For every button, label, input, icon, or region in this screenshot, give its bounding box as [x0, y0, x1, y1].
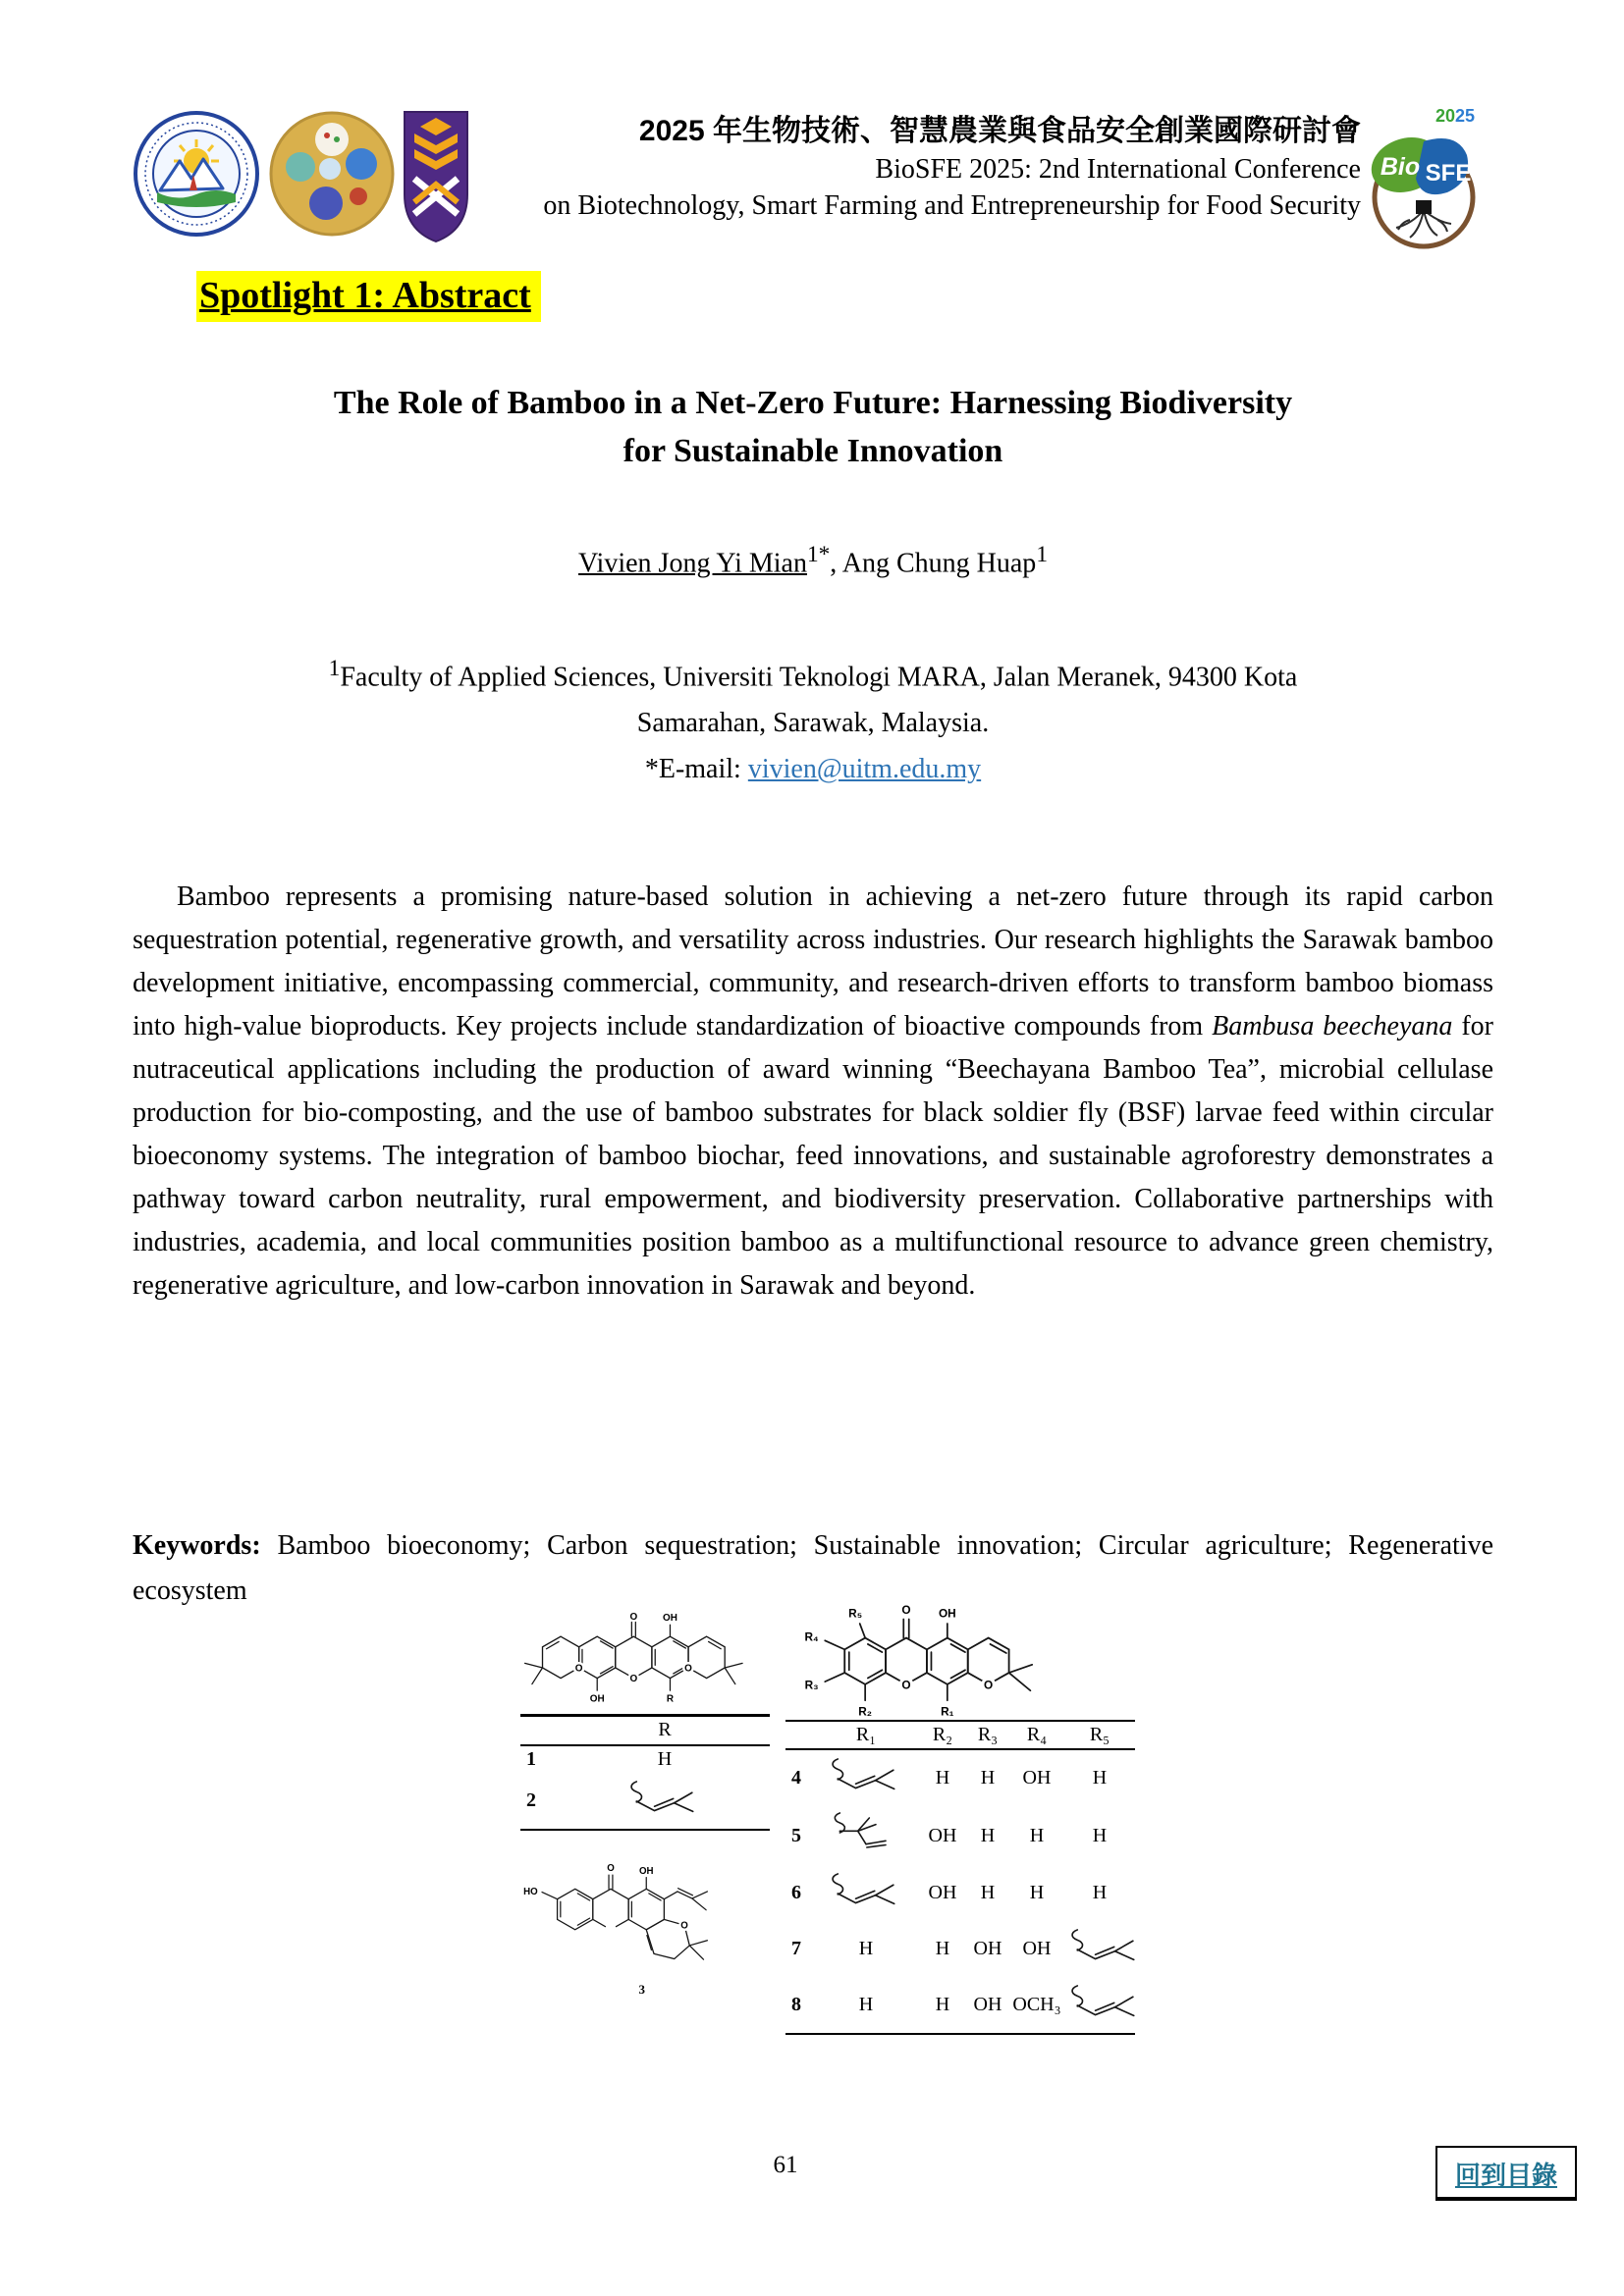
- conference-header-text: [543, 112, 1361, 224]
- substituent-structure-cell: [1064, 1977, 1135, 2034]
- affiliation-sup: 1: [328, 656, 341, 681]
- prenyl-group-icon: [1064, 1923, 1147, 1969]
- r-column-header: R₂: [932, 1724, 953, 1745]
- ncyu-seal-logo: [133, 110, 260, 238]
- author-1-affiliation-mark: 1*: [806, 542, 831, 567]
- substituent-text-cell: H: [980, 1882, 996, 1903]
- biosfe-year-text: 2025: [1435, 106, 1476, 126]
- biosfe-sfe-text: SFE: [1425, 160, 1472, 187]
- substituent-text-cell: H: [1092, 1882, 1108, 1903]
- pyran-o-left-label: O: [574, 1663, 583, 1675]
- structure-4-8-core-drawing: [778, 1594, 1055, 1728]
- biosfe-bio-text: Bio: [1380, 153, 1421, 181]
- pyran-o-label: O: [680, 1920, 688, 1932]
- substituent-text-cell: OH: [928, 1882, 957, 1903]
- email-line: [133, 746, 1493, 792]
- prenyl-group-icon: [623, 1775, 706, 1821]
- affiliation-block: [133, 646, 1493, 792]
- substituent-text-cell: OH: [973, 1994, 1002, 2015]
- compound-number-cell: 1: [526, 1747, 536, 1770]
- conference-title-en-line1: BioSFE 2025: 2nd International Conference: [875, 154, 1361, 185]
- substituent-text-cell: H: [980, 1767, 996, 1789]
- paper-title-line2: for Sustainable Innovation: [623, 433, 1003, 469]
- roots-graphic: [1396, 210, 1451, 238]
- r-column-header: R₅: [1089, 1724, 1110, 1745]
- substituent-structure-cell: [560, 1773, 770, 1830]
- compound-row: [785, 1865, 1135, 1921]
- substituent-text-cell: H: [1029, 1882, 1045, 1903]
- substituent-text-cell: H: [1092, 1767, 1108, 1789]
- affiliation-line2: Samarahan, Sarawak, Malaysia.: [636, 708, 990, 739]
- uitm-shield-logo: [401, 108, 471, 245]
- substituent-structure-cell: [1064, 1921, 1135, 1977]
- author-line: [133, 542, 1493, 579]
- pyran-o-right-label: O: [684, 1663, 692, 1675]
- r1-label: R₁: [941, 1704, 954, 1719]
- compound-row: [785, 1977, 1135, 2034]
- author-2: Ang Chung Huap: [841, 548, 1037, 579]
- substituent-text-cell: H: [935, 1767, 950, 1789]
- carbonyl-o-label: O: [629, 1611, 638, 1623]
- prenyl-group-icon: [1064, 1979, 1147, 2025]
- substituent-structure-cell: [813, 1806, 919, 1865]
- r-column-header: R₄: [1026, 1724, 1048, 1745]
- biosfe-logo: [1367, 94, 1487, 257]
- keywords-label: Keywords:: [133, 1530, 261, 1561]
- substituent-text-cell: OCH₃: [1012, 1994, 1061, 2015]
- substituent-text-cell: H: [980, 1824, 996, 1846]
- substituent-text-cell: H: [858, 1938, 874, 1959]
- substituent-text-cell: OH: [1022, 1938, 1052, 1959]
- substituent-text-cell: OH: [1022, 1767, 1052, 1789]
- compound-3-number: 3: [638, 1982, 645, 1998]
- substituent-text-cell: H: [1029, 1824, 1045, 1846]
- substituent-text-cell: H: [657, 1747, 673, 1770]
- prenyl-group-icon: [825, 1867, 907, 1913]
- author-1: Vivien Jong Yi Mian: [578, 548, 807, 579]
- dimethylallyl-group-icon: [827, 1808, 905, 1857]
- substituent-text-cell: H: [935, 1994, 950, 2015]
- hydroxyl-top-label: OH: [663, 1613, 677, 1625]
- email-link[interactable]: vivien@uitm.edu.my: [747, 754, 982, 785]
- structure-1-2-core-drawing: [513, 1602, 760, 1716]
- compound-row: [520, 1773, 770, 1830]
- keywords-text: Bamboo bioeconomy; Carbon sequestration; Sustainable innovation; Circular agriculture; Regenerative ecosystem: [133, 1530, 1493, 1606]
- paper-title: [133, 379, 1493, 475]
- table1-header-r: R: [658, 1719, 672, 1741]
- substituent-text-cell: H: [858, 1994, 874, 2015]
- species-name-italic: Bambusa beecheyana: [1212, 1011, 1453, 1041]
- substituent-text-cell: H: [935, 1938, 950, 1959]
- xanthene-o-label: O: [901, 1678, 911, 1692]
- author-separator: ,: [830, 548, 842, 579]
- hydroxyl-top-label: OH: [638, 1865, 654, 1877]
- conference-title-en-line2: on Biotechnology, Smart Farming and Entrepreneurship for Food Security: [543, 190, 1361, 221]
- substituent-text-cell: H: [1092, 1824, 1108, 1846]
- compound-row: [785, 1806, 1135, 1865]
- r-column-header: R₃: [977, 1724, 999, 1745]
- hydroxyl-top-label: OH: [938, 1606, 956, 1621]
- substituent-text-cell: OH: [928, 1824, 957, 1846]
- ho-label: HO: [523, 1887, 538, 1898]
- r-substituent-table-compounds-4-8: [785, 1720, 1135, 2035]
- compound-row: [520, 1745, 770, 1773]
- structure-3-drawing: [499, 1855, 766, 2002]
- compound-number-cell: 4: [791, 1767, 801, 1789]
- compound-number-cell: 8: [791, 1994, 801, 2015]
- back-to-toc-button[interactable]: 回到目錄: [1435, 2146, 1577, 2201]
- substituent-structure-cell: [813, 1749, 919, 1806]
- carbonyl-o-label: O: [607, 1863, 615, 1875]
- conference-title-zh: 2025 年生物技術、智慧農業與食品安全創業國際研討會: [638, 115, 1361, 147]
- hydroxyl-bottom-label: OH: [589, 1693, 605, 1705]
- anniversary-emblem-logo: [267, 110, 397, 238]
- r-substituent-label: R: [666, 1693, 675, 1705]
- compound-row: [785, 1921, 1135, 1977]
- affiliation-line1: $^1$Faculty of Applied Sciences, Universiti Teknologi MARA, Jalan Meranek, 94300 Kota: [328, 656, 1298, 693]
- compound-number-cell: 5: [791, 1824, 801, 1846]
- author-2-affiliation-mark: 1: [1036, 542, 1048, 567]
- r5-label: R₅: [848, 1606, 863, 1621]
- compound-row: [785, 1749, 1135, 1806]
- substituent-text-cell: OH: [973, 1938, 1002, 1959]
- compound-number-cell: 6: [791, 1882, 801, 1903]
- paper-title-line1: The Role of Bamboo in a Net-Zero Future: Harnessing Biodiversity: [333, 385, 1293, 421]
- compound-figure: [334, 1600, 1149, 2071]
- page-number: 61: [773, 2152, 798, 2178]
- substituent-structure-cell: [813, 1865, 919, 1921]
- r2-label: R₂: [858, 1704, 873, 1719]
- r-column-header: R₁: [855, 1724, 877, 1745]
- email-label: *E-mail:: [644, 754, 748, 785]
- abstract-paragraph: [133, 876, 1493, 1308]
- compound-number-cell: 2: [526, 1789, 536, 1811]
- abstract-text-1: Bamboo represents a promising nature-based solution in achieving a net-zero future through its rapid carbon sequestration potential, regenerative growth, and versatility across industries. Our research highlights the Sarawak bamboo development initiative, encompassing commercial, community, and research-driven efforts to transform bamboo biomass into high-value bioproducts. Key projects include standardization of bioactive compounds from: [133, 881, 1493, 1041]
- compound-number-cell: 7: [791, 1938, 801, 1959]
- xanthene-o-label: O: [629, 1673, 638, 1684]
- pyran-o-label: O: [984, 1678, 994, 1692]
- section-heading: Spotlight 1: Abstract: [196, 271, 541, 322]
- r3-label: R₃: [804, 1678, 819, 1692]
- prenyl-group-icon: [825, 1752, 907, 1798]
- r4-label: R₄: [804, 1629, 819, 1644]
- carbonyl-o-label: O: [901, 1603, 911, 1618]
- r-substituent-table-compounds-1-2: [520, 1714, 770, 1831]
- abstract-text-2: for nutraceutical applications including the production of award winning “Beechayana Bamboo Tea”, microbial cellulase production for bio-composting, and the use of bamboo substrates for black soldier fly (BSF) larvae feed within circular bioeconomy systems. The integration of bamboo biochar, feed innovations, and sustainable agroforestry demonstrates a pathway toward carbon neutrality, rural empowerment, and biodiversity preservation. Collaborative partnerships with industries, academia, and local communities position bamboo as a multifunctional resource to advance green chemistry, regenerative agriculture, and low-carbon innovation in Sarawak and beyond.: [133, 1011, 1493, 1301]
